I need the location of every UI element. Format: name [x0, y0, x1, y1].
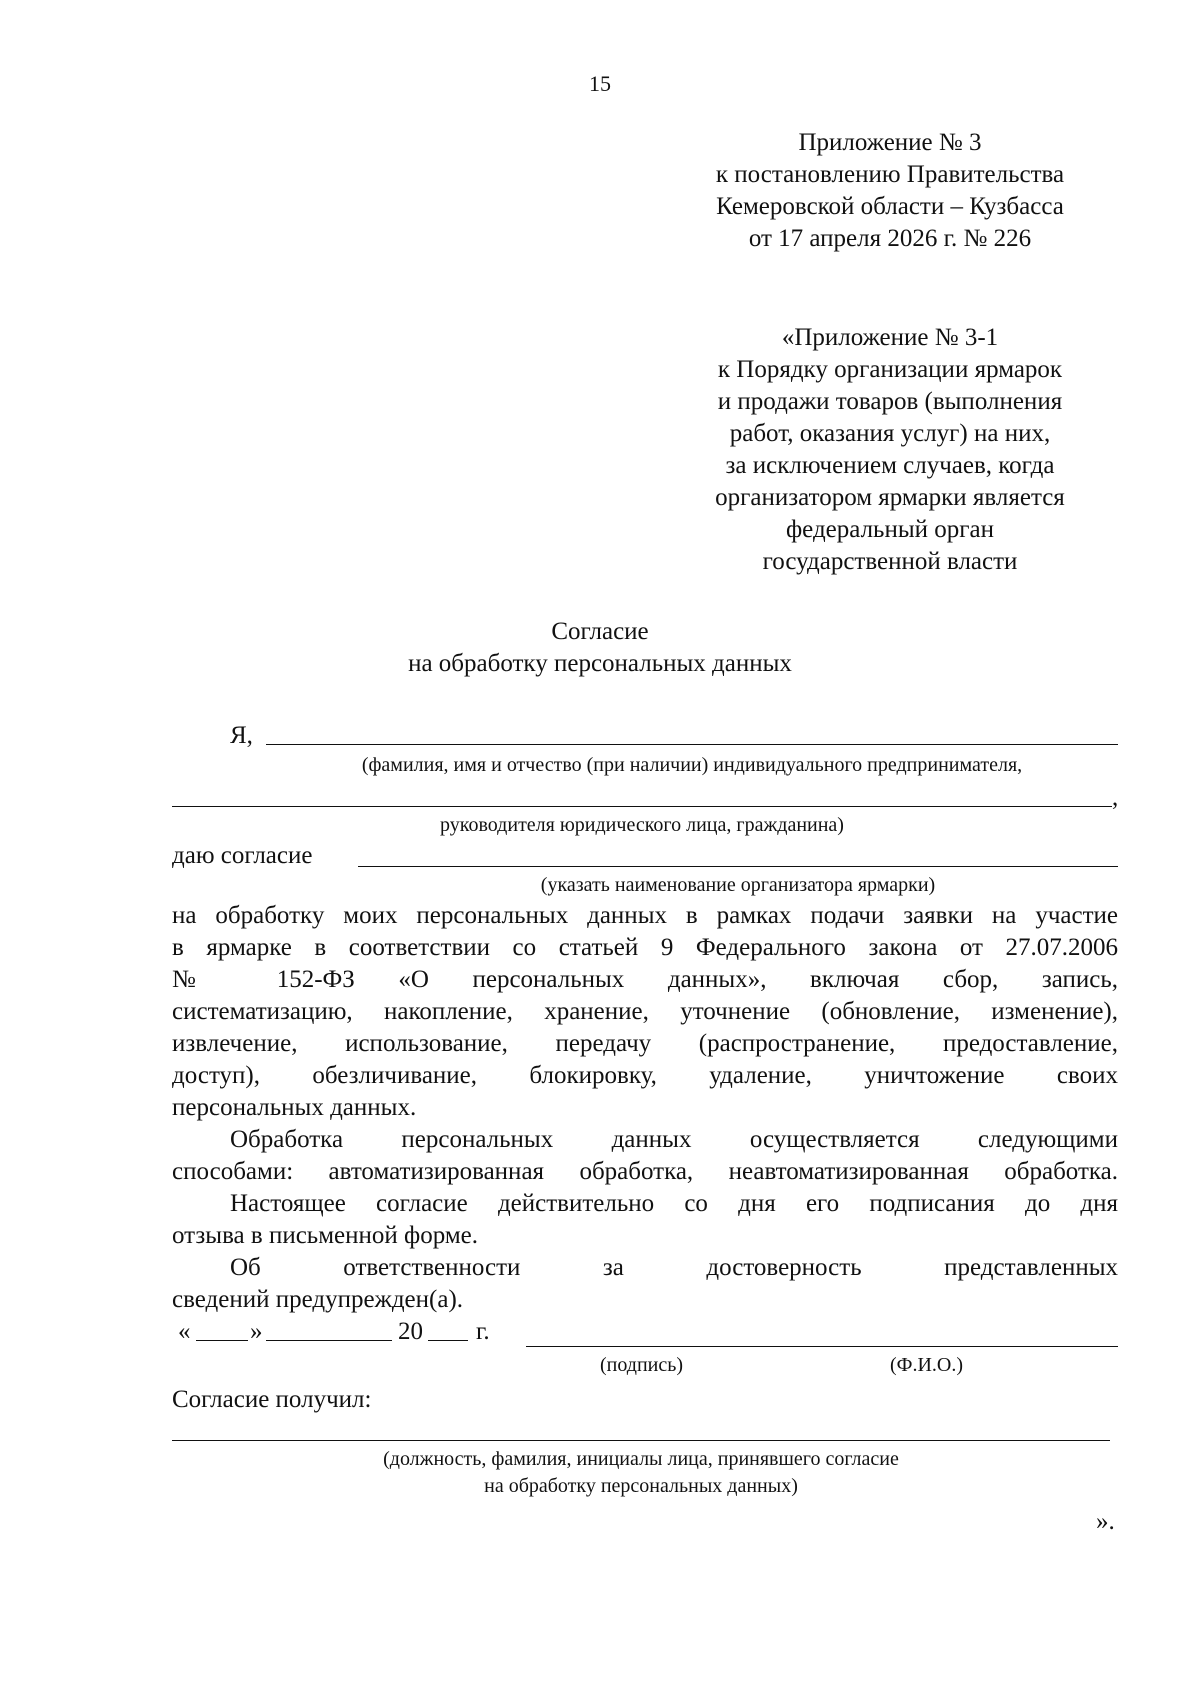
- sub-appendix-header-line: и продажи товаров (выполнения: [717, 388, 1063, 415]
- consent-label: даю согласие: [172, 842, 313, 869]
- document-subtitle: на обработку персональных данных: [408, 650, 792, 677]
- received-label: Согласие получил:: [172, 1386, 372, 1413]
- body-line: отзыва в письменной форме.: [172, 1222, 478, 1249]
- signature-caption: (подпись): [600, 1354, 684, 1376]
- name-caption: (фамилия, имя и отчество (при наличии) индивидуального предпринимателя,: [361, 754, 1023, 776]
- trailing-comma: ,: [1112, 784, 1119, 811]
- organizer-caption: (указать наименование организатора ярмарки): [540, 874, 936, 896]
- date-year-prefix: 20: [398, 1318, 423, 1345]
- name-fill-line[interactable]: [266, 744, 1118, 745]
- sub-appendix-header-line: федеральный орган: [785, 516, 994, 543]
- page-number: 15: [589, 71, 611, 96]
- received-caption-line2: на обработку персональных данных): [484, 1475, 798, 1497]
- appendix-header-line: к постановлению Правительства: [715, 161, 1065, 188]
- body-line: № 152-ФЗ «О персональных данных», включая сбор, запись,: [172, 966, 1118, 993]
- body-line: способами: автоматизированная обработка, неавтоматизированная обработка.: [172, 1158, 1118, 1185]
- i-label: Я,: [230, 722, 253, 749]
- sub-appendix-header-line: государственной власти: [762, 548, 1018, 575]
- body-line: Настоящее согласие действительно со дня его подписания до дня: [230, 1190, 1118, 1217]
- sub-appendix-header-line: работ, оказания услуг) на них,: [729, 420, 1051, 447]
- body-line: на обработку моих персональных данных в рамках подачи заявки на участие: [172, 902, 1118, 929]
- body-line: в ярмарке в соответствии со статьей 9 Федерального закона от 27.07.2006: [172, 934, 1118, 961]
- received-fill-line[interactable]: [172, 1440, 1110, 1441]
- date-month-line[interactable]: [266, 1340, 392, 1341]
- sub-appendix-header-line: к Порядку организации ярмарок: [717, 356, 1063, 383]
- fio-caption: (Ф.И.О.): [890, 1354, 964, 1376]
- received-caption-line1: (должность, фамилия, инициалы лица, принявшего согласие: [383, 1448, 899, 1470]
- appendix-header: [640, 127, 1140, 255]
- sub-appendix-header: [640, 322, 1140, 578]
- body-line: систематизацию, накопление, хранение, уточнение (обновление, изменение),: [172, 998, 1118, 1025]
- closing-quote: ».: [1096, 1508, 1115, 1535]
- organizer-fill-line[interactable]: [358, 866, 1118, 867]
- signature-fill-line[interactable]: [526, 1346, 1118, 1347]
- body-line: извлечение, использование, передачу (распространение, предоставление,: [172, 1030, 1118, 1057]
- document-title: Согласие: [551, 618, 649, 645]
- sub-appendix-header-line: «Приложение № 3-1: [781, 324, 999, 351]
- body-line: персональных данных.: [172, 1094, 417, 1121]
- sub-appendix-header-line: за исключением случаев, когда: [725, 452, 1055, 479]
- body-line: Обработка персональных данных осуществляется следующими: [230, 1126, 1118, 1153]
- appendix-header-line: от 17 апреля 2026 г. № 226: [748, 225, 1032, 252]
- name-fill-line-2[interactable]: [172, 806, 1112, 807]
- sub-appendix-header-line: организатором ярмарки является: [715, 484, 1065, 511]
- body-line: сведений предупрежден(а).: [172, 1286, 464, 1313]
- appendix-header-line: Приложение № 3: [798, 129, 982, 156]
- date-quote-open: «: [178, 1318, 191, 1345]
- appendix-header-line: Кемеровской области – Кузбасса: [716, 193, 1064, 220]
- date-day-line[interactable]: [196, 1340, 248, 1341]
- body-line: доступ), обезличивание, блокировку, удаление, уничтожение своих: [172, 1062, 1118, 1089]
- name-caption-2: руководителя юридического лица, гражданина): [440, 814, 844, 836]
- body-line: Об ответственности за достоверность представленных: [230, 1254, 1118, 1281]
- date-year-suffix: г.: [476, 1318, 490, 1345]
- date-quote-close: »: [250, 1318, 263, 1345]
- date-year-line[interactable]: [428, 1340, 468, 1341]
